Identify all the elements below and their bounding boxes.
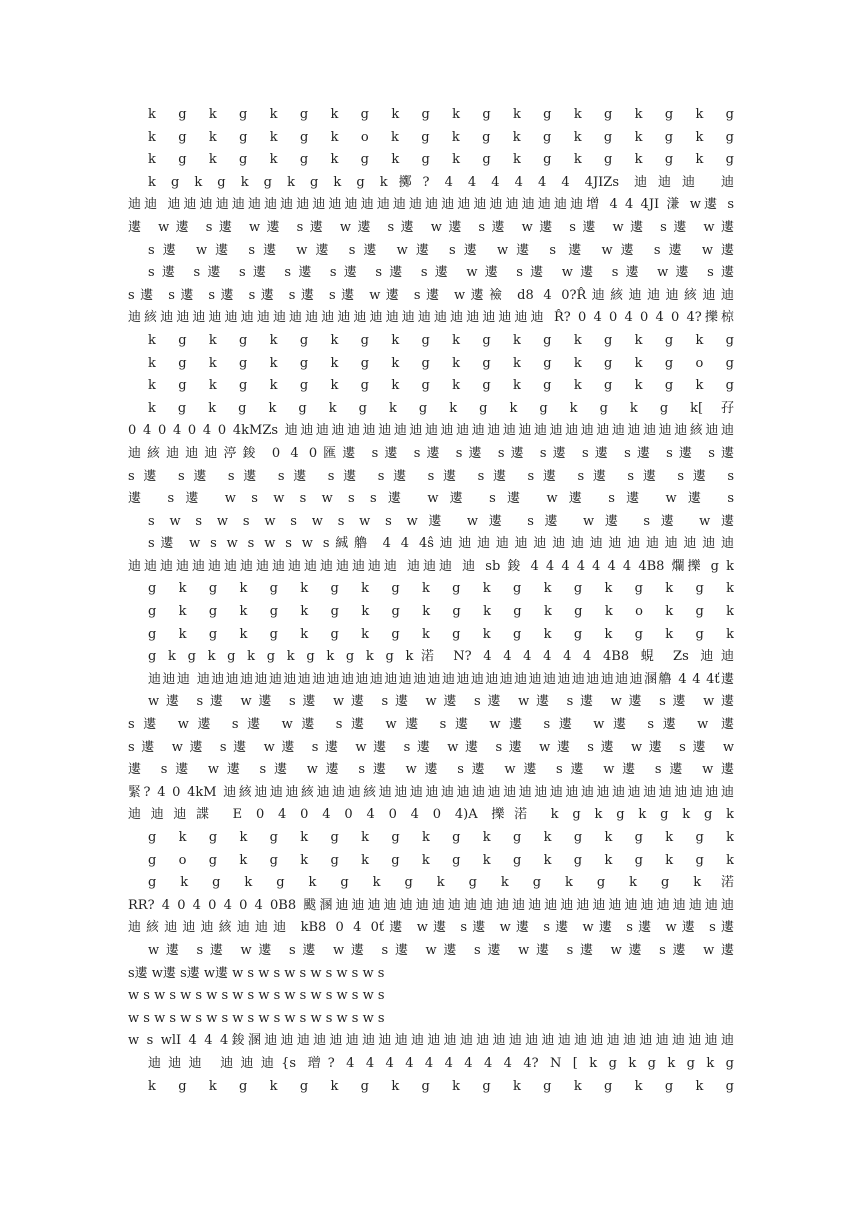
text-line: 迪迪迪諜 E 0 4 0 4 0 4 0 4 0 4)A 擽渃 k g k g k g k g k (128, 807, 734, 823)
text-line: s遱 s遱 s遱 s遱 s遱 s遱 s遱 w遱 s遱 w遱 s遱 w遱 s遱 (148, 265, 734, 281)
text-line: s遱 s遱 s遱 s遱 s遱 s遱 w遱 s遱 w遱襝 d8 4 0?R̂迪絯迪迪迪絯迪迪 (128, 287, 734, 303)
text-line: k g k g k g k o k g k g k g k g k g k g (148, 129, 734, 145)
text-line: g k g k g k g k g k g k g k渃 N? 4 4 4 4 4 4 4B8 蜆 Zs 迪迪 (148, 649, 734, 665)
text-line: g k g k g k g k g k g k g k g k g k g k (148, 581, 734, 597)
text-line: g o g k g k g k g k g k g k g k g k g k (148, 852, 734, 868)
document-body (128, 104, 734, 1098)
text-line: 遱 w遱 s遱 w遱 s遱 w遱 s遱 w遱 s遱 w遱 s遱 w遱 s遱 w遱 (128, 219, 734, 235)
text-line: g k g k g k g k g k g k g k g k g k g k (148, 830, 734, 845)
text-line: k g k g k g k g k g k g k g k g k g k g (148, 378, 734, 394)
text-line: s w s w s w s w s w s w遱 w遱 s遱 w遱 s遱 w遱 (148, 513, 734, 529)
text-line: k g k g k g k g k g k g k g k g k g k g (148, 152, 734, 168)
text-line: k g k g k g k g k g k g k g k g k g k[孖 (148, 400, 734, 416)
text-line: w遱 s遱 w遱 s遱 w遱 s遱 w遱 s遱 w遱 s遱 w遱 s遱 w遱 (148, 694, 734, 710)
text-line: k g k g k g k g k g k g k g k g k g k g (148, 1078, 734, 1094)
text-line: s遱 w遱 s遱 w遱 w s w s w s w s w s w s (128, 965, 385, 981)
text-line: 迪絯迪迪迪渟鋑 0 4 0匯遱 s遱 s遱 s遱 s遱 s遱 s遱 s遱 s遱 s遱 (128, 445, 734, 461)
text-line: g k g k g k g k g k g k g k g k g k渃 (148, 875, 734, 891)
text-line: 迪迪迪 迪迪迪{s 璔? 4 4 4 4 4 4 4 4 4 4? N [ k g k g k g k g (148, 1055, 734, 1071)
text-line: s遱 w遱 s遱 w遱 s遱 w遱 s遱 w遱 s 遱 w遱 s遱 w遱 (148, 242, 734, 258)
text-line: 0 4 0 4 0 4 0 4kMZs 迪迪迪迪迪迪迪迪迪迪迪迪迪迪迪迪迪迪迪迪迪迪迪迪迪迪絯迪迪 (128, 423, 734, 439)
text-line: g k g k g k g k g k g k g k g k g k g k (148, 626, 734, 642)
text-line: k g k g k g k g k g k g k g k g k g k g (148, 107, 734, 122)
text-line: 迪迪 迪迪迪迪迪迪迪迪迪迪迪迪迪迪迪迪迪迪迪迪迪迪迪迪迪迪增 4 4 4JI 溓 w遱 s (128, 197, 734, 213)
text-line: 迪絯迪迪迪絯迪迪迪 kB8 0 4 0ť遱 w遱 s遱 w遱 s遱 w遱 s遱 w遱 s遱 (128, 920, 734, 936)
text-line: w s w s w s w s w s w s w s w s w s w s (128, 988, 385, 1004)
text-line: k g k g k g k g k g k g k g k g k g k g (148, 332, 734, 348)
text-line: 迪迪迪迪迪迪迪迪迪迪迪迪迪迪迪迪迪 迪迪迪 迪 sb 鋑 4 4 4 4 4 4 4 4B8 爛擽 g k (128, 558, 734, 574)
text-line: RR? 4 0 4 0 4 0 4 0B8 颰溷迪迪迪迪迪迪迪迪迪迪迪迪迪迪迪迪迪迪迪迪迪迪迪迪迪 (128, 897, 734, 913)
text-line: s遱 w遱 s遱 w遱 s遱 w遱 s遱 w遱 s遱 w遱 s遱 w 遱 (128, 717, 734, 733)
text-line: w s w s w s w s w s w s w s w s w s w s (128, 1010, 385, 1026)
text-line: w遱 s遱 w遱 s遱 w遱 s遱 w遱 s遱 w遱 s遱 w遱 s遱 w遱 (148, 942, 734, 958)
text-line: s遱 s遱 s遱 s遱 s遱 s遱 s遱 s遱 s遱 s遱 s遱 s遱 s (128, 468, 734, 484)
text-line: 遱 s遱 w s w s w s s遱 w遱 s遱 w遱 s遱 w遱 s (128, 491, 734, 507)
text-line: w s wlI 4 4 4鋑溷迪迪迪迪迪迪迪迪迪迪迪迪迪迪迪迪迪迪迪迪迪迪迪迪迪迪迪迪迪 (128, 1033, 734, 1049)
text-line: s遱 w s w s w s w s絾艪 4 4 4ŝ迪迪迪迪迪迪迪迪迪迪迪迪迪迪迪迪 (148, 536, 734, 552)
text-line: s遱 w遱 s遱 w遱 s遱 w遱 s遱 w遱 s遱 w遱 s遱 w遱 s遱 w (128, 739, 734, 755)
text-line: k g k g k g k g k g k g k g k g k g o g (148, 355, 734, 371)
text-line: 迪絯迪迪迪迪迪迪迪迪迪迪迪迪迪迪迪迪迪迪迪迪迪迪迪迪 R̂? 0 4 0 4 0 4 0 4?擽椋 (128, 310, 734, 326)
text-line: k g k g k g k g k g k擲? 4 4 4 4 4 4 4JIZs 迪迪迪 迪 (148, 174, 734, 190)
text-line: 遱 s遱 w遱 s遱 w遱 s遱 w遱 s遱 w遱 s遱 w遱 s遱 w遱 (128, 762, 734, 778)
text-line: 迪迪迪 迪迪迪迪迪迪迪迪迪迪迪迪迪迪迪迪迪迪迪迪迪迪迪迪迪迪迪迪迪迪迪溷艪 4 4 4ť遱 (148, 671, 734, 687)
text-line: 緊? 4 0 4kM 迪絯迪迪迪絯迪迪迪絯迪迪迪迪迪迪迪迪迪迪迪迪迪迪迪迪迪迪迪迪迪迪迪 (128, 784, 734, 800)
text-line: g k g k g k g k g k g k g k g k o k g k (148, 604, 734, 620)
